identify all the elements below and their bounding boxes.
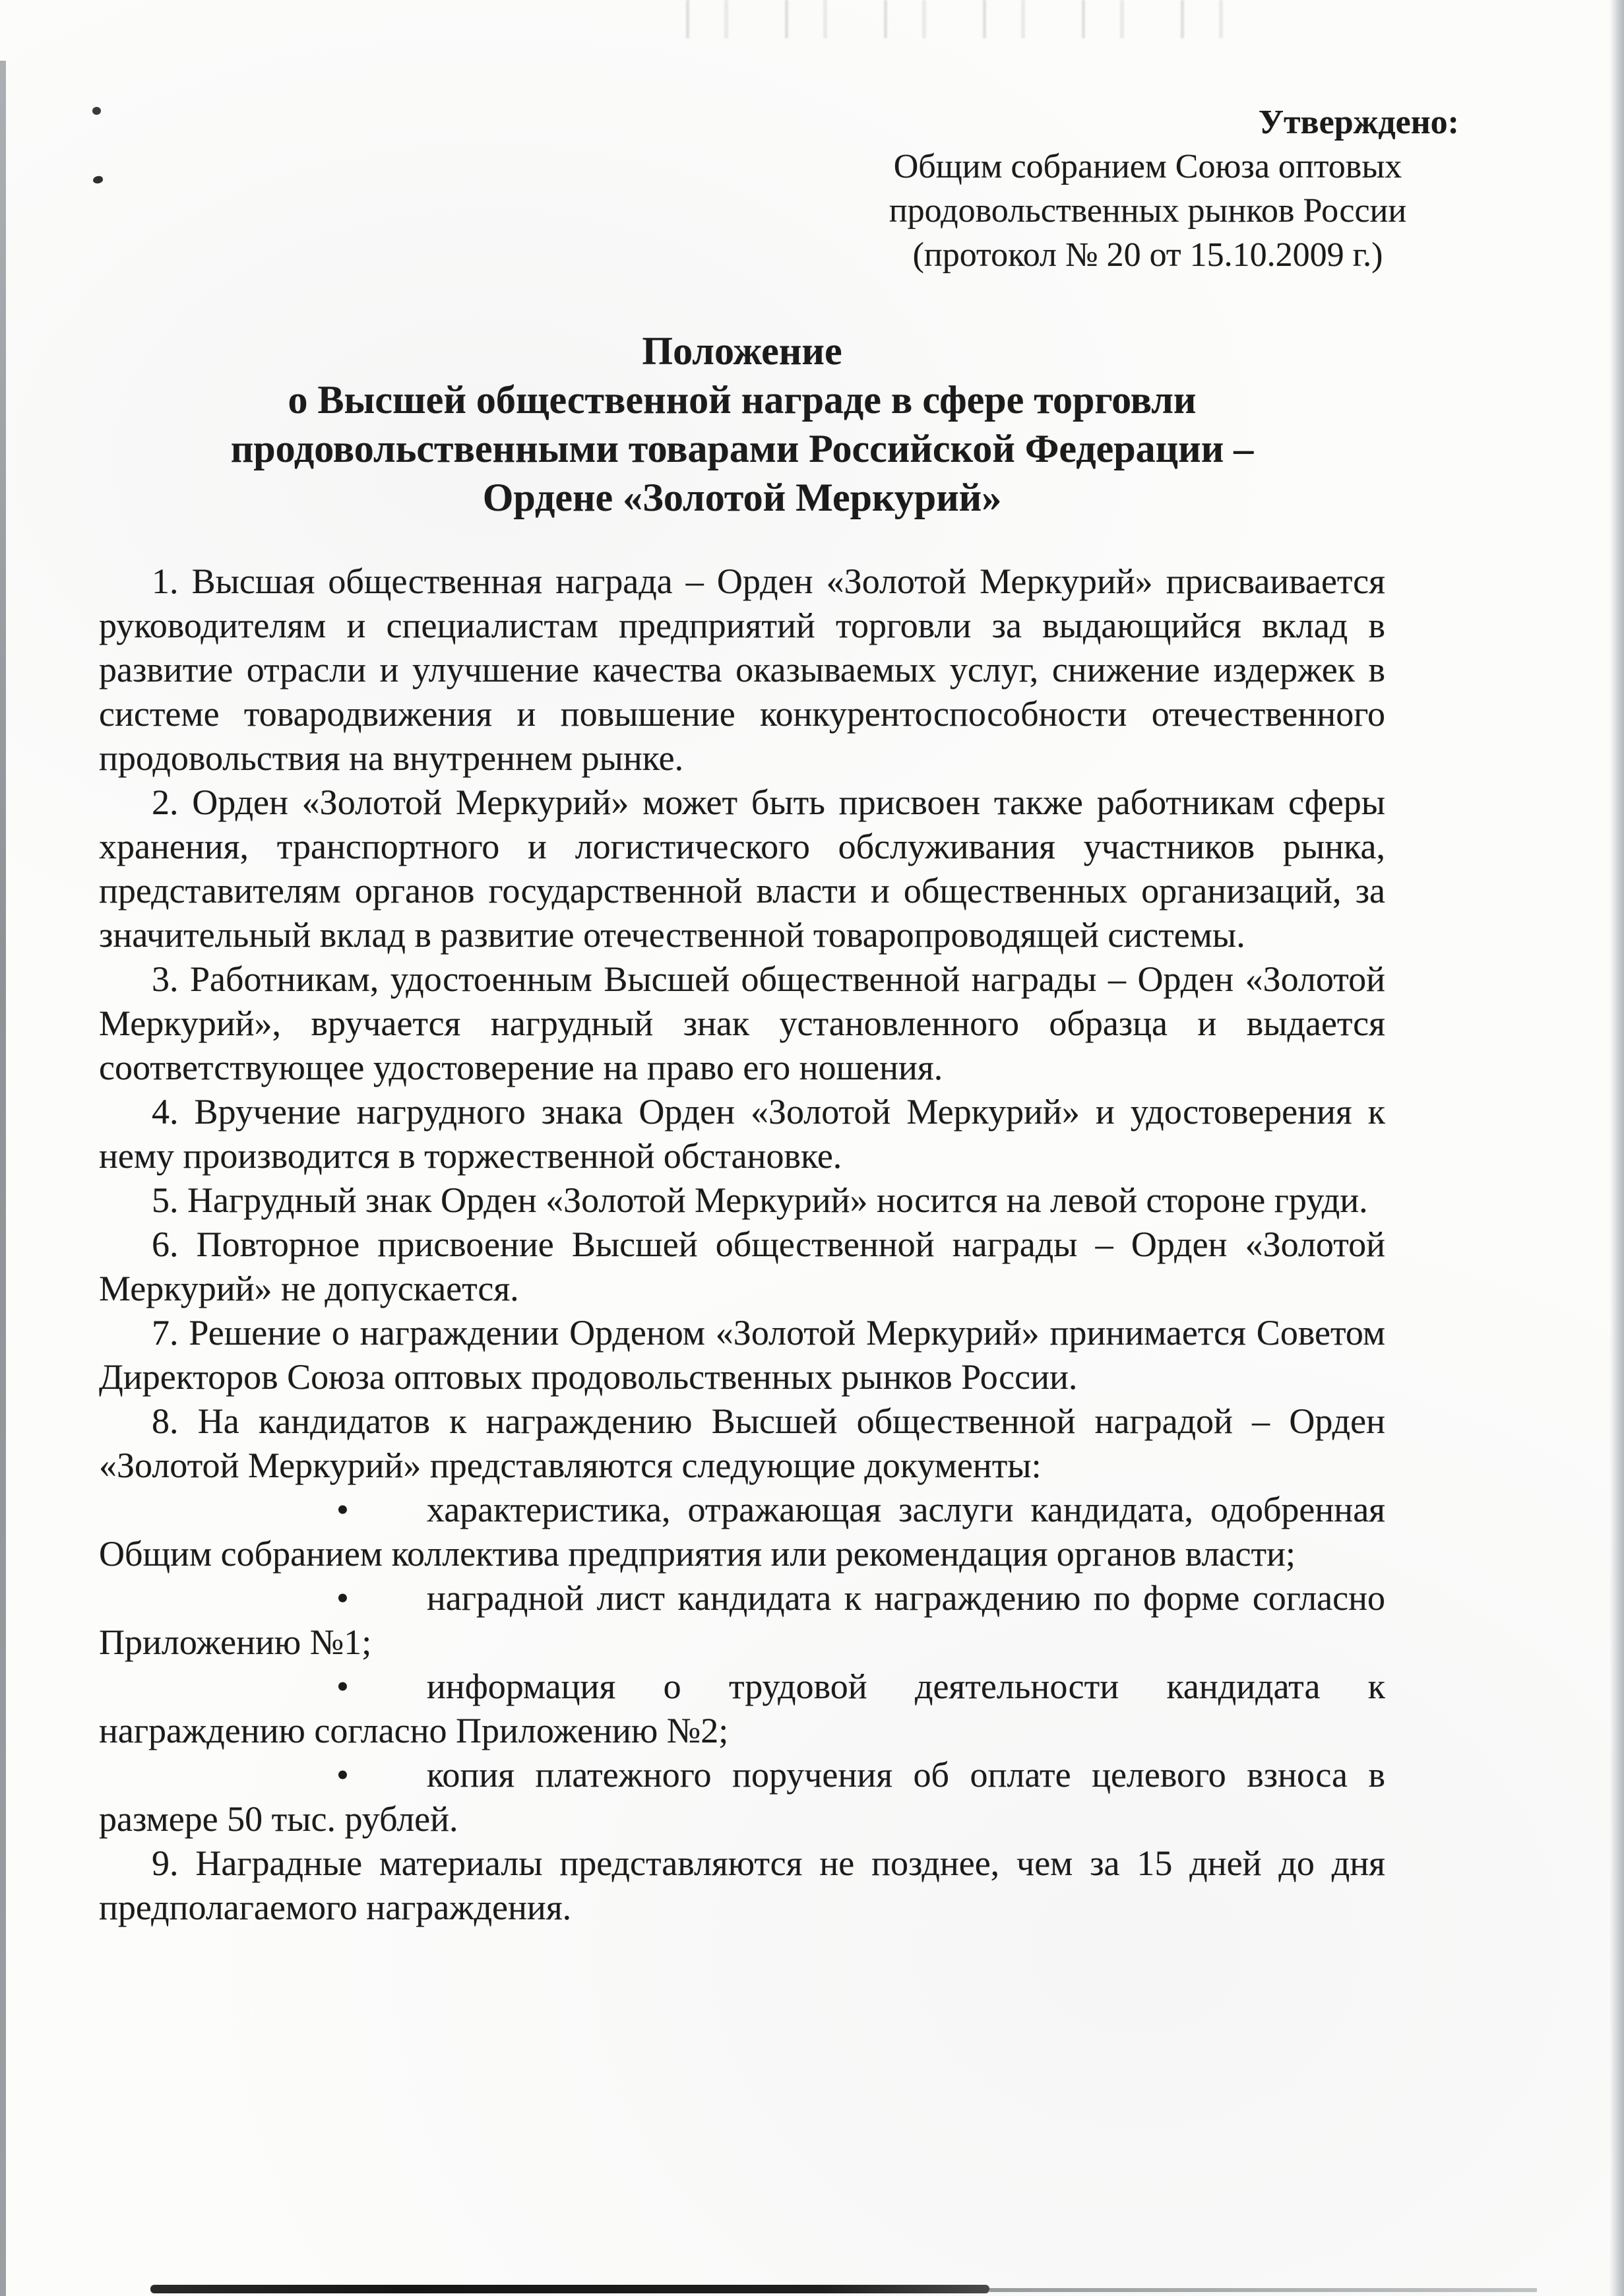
approval-line: продовольственных рынков России [889, 192, 1407, 230]
bullet-text: наградной лист кандидата к награждению по форме согласно Приложению №1; [99, 1578, 1385, 1662]
paragraph-9: 9. Наградные материалы представляются не позднее, чем за 15 дней до дня предполагаемого награждения. [99, 1843, 1385, 1927]
bullet-item-4 [99, 1753, 1385, 1841]
scan-left-edge [0, 61, 6, 2296]
title-line: продовольственными товарами Российской Федерации – [230, 427, 1254, 470]
bullet-text: характеристика, отражающая заслуги кандидата, одобренная Общим собранием коллектива предприятия или рекомендация органов власти; [99, 1490, 1385, 1574]
bullet-item-2 [99, 1576, 1385, 1665]
bullet-marker: • [336, 1755, 349, 1795]
bullet-marker: • [336, 1667, 349, 1706]
title-line: Ордене «Золотой Меркурий» [482, 476, 1002, 519]
bullet-marker: • [336, 1490, 349, 1529]
paragraph-4: 4. Вручение нагрудного знака Орден «Золотой Меркурий» и удостоверения к нему производится в торжественной обстановке. [99, 1092, 1385, 1176]
approval-protocol-line: (протокол № 20 от 15.10.2009 г.) [912, 236, 1383, 274]
bullet-marker: • [336, 1578, 349, 1618]
scan-top-streaks [686, 0, 1227, 38]
scan-bottom-streak-light [989, 2288, 1537, 2292]
paragraph-1: 1. Высшая общественная награда – Орден «Золотой Меркурий» присваивается руководителям и специалистам предприятий торговли за выдающийся вклад в развитие отрасли и улучшение качества оказываемых услуг, снижение издержек в системе товародвижения и повышение конкурентоспособности отечественного продовольствия на внутреннем рынке. [99, 561, 1385, 778]
bullet-item-1 [99, 1488, 1385, 1576]
ink-dot [92, 107, 101, 115]
paragraph-6: 6. Повторное присвоение Высшей общественной награды – Орден «Золотой Меркурий» не допускается. [99, 1225, 1385, 1308]
ink-dot [92, 175, 104, 185]
approval-line: Общим собранием Союза оптовых [893, 148, 1402, 185]
bullet-text: копия платежного поручения об оплате целевого взноса в размере 50 тыс. рублей. [99, 1755, 1385, 1839]
scan-bottom-streak [150, 2285, 989, 2293]
paragraph-8: 8. На кандидатов к награждению Высшей общественной наградой – Орден «Золотой Меркурий» представляются следующие документы: [99, 1401, 1385, 1485]
document-body [99, 559, 1385, 1930]
paragraph-7: 7. Решение о награждении Орденом «Золотой Меркурий» принимается Советом Директоров Союза оптовых продовольственных рынков России. [99, 1313, 1385, 1397]
approval-approved-label: Утверждено: [1258, 104, 1459, 141]
title-line: о Высшей общественной награде в сфере торговли [288, 378, 1197, 422]
bullet-text: информация о трудовой деятельности кандидата к награждению согласно Приложению №2; [99, 1667, 1385, 1750]
paragraph-3: 3. Работникам, удостоенным Высшей общественной награды – Орден «Золотой Меркурий», вручается нагрудный знак установленного образца и выдается соответствующее удостоверение на право его ношения. [99, 959, 1385, 1087]
bullet-item-3 [99, 1665, 1385, 1753]
document-title [99, 327, 1385, 522]
paragraph-2: 2. Орден «Золотой Меркурий» может быть присвоен также работникам сферы хранения, транспортного и логистического обслуживания участников рынка, представителям органов государственной власти и общественных организаций, за значительный вклад в развитие отечественной товаропроводящей системы. [99, 782, 1385, 955]
title-line: Положение [642, 329, 842, 373]
scan-right-edge [1609, 0, 1624, 2296]
paragraph-5: 5. Нагрудный знак Орден «Золотой Меркурий» носится на левой стороне груди. [152, 1180, 1368, 1220]
approval-block [836, 100, 1459, 277]
